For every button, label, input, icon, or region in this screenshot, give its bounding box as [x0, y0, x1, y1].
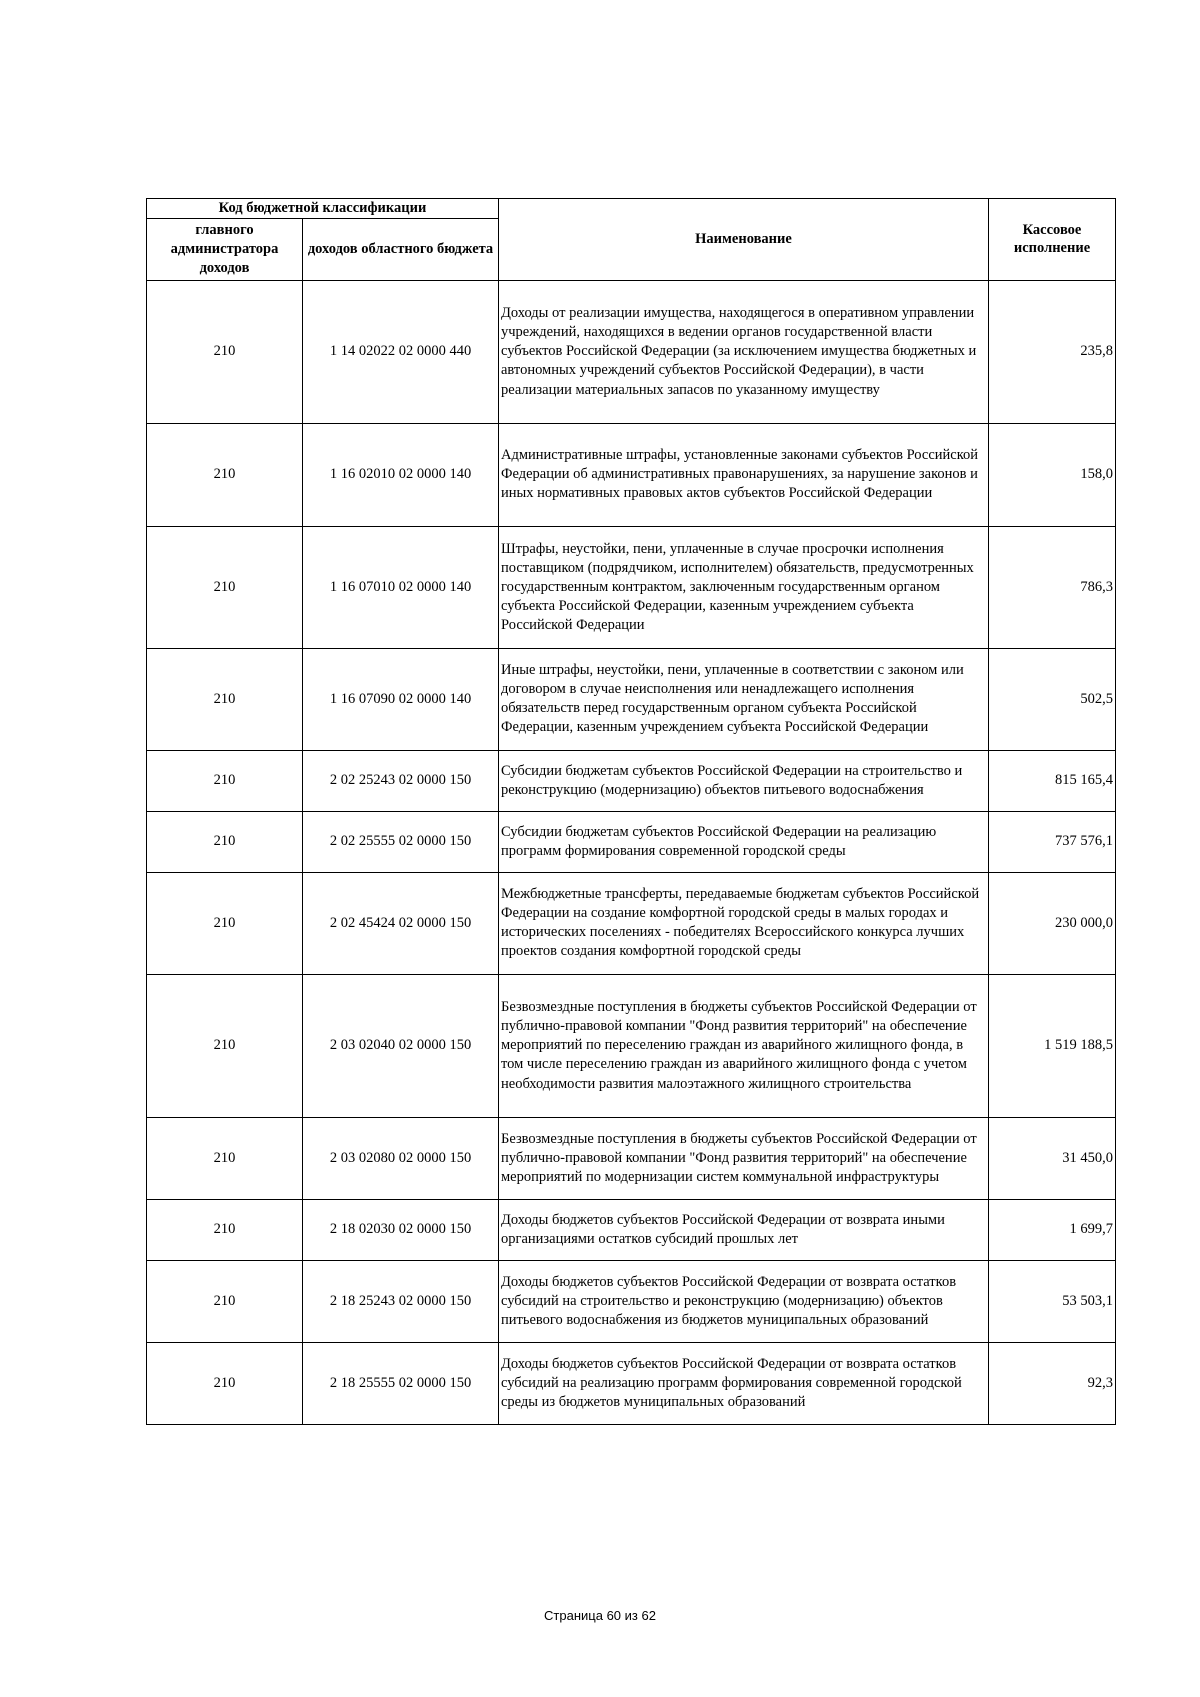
cell-code: 2 18 25243 02 0000 150	[303, 1260, 499, 1342]
table-row	[147, 974, 1116, 1117]
cell-amount: 1 699,7	[989, 1199, 1116, 1260]
cell-admin: 210	[147, 974, 303, 1117]
cell-amount: 737 576,1	[989, 811, 1116, 872]
header-name: Наименование	[499, 199, 989, 281]
cell-admin: 210	[147, 811, 303, 872]
table-header	[147, 199, 1116, 281]
cell-amount: 815 165,4	[989, 750, 1116, 811]
cell-name: Доходы бюджетов субъектов Российской Федерации от возврата остатков субсидий на реализацию программ формирования современной городской среды из бюджетов муниципальных образований	[499, 1342, 989, 1424]
header-amount: Кассовое исполнение	[989, 199, 1116, 281]
cell-code: 2 02 25555 02 0000 150	[303, 811, 499, 872]
cell-admin: 210	[147, 1342, 303, 1424]
cell-admin: 210	[147, 423, 303, 526]
table-row	[147, 526, 1116, 648]
cell-amount: 786,3	[989, 526, 1116, 648]
page-number: Страница 60 из 62	[544, 1608, 656, 1623]
cell-name: Административные штрафы, установленные законами субъектов Российской Федерации об административных правонарушениях, за нарушение законов и иных нормативных правовых актов субъектов Российской Федерации	[499, 423, 989, 526]
cell-code: 2 03 02040 02 0000 150	[303, 974, 499, 1117]
cell-name: Безвозмездные поступления в бюджеты субъектов Российской Федерации от публично-правовой компании "Фонд развития территорий" на обеспечение мероприятий по модернизации систем коммунальной инфраструктуры	[499, 1117, 989, 1199]
cell-admin: 210	[147, 280, 303, 423]
cell-name: Безвозмездные поступления в бюджеты субъектов Российской Федерации от публично-правовой компании "Фонд развития территорий" на обеспечение мероприятий по переселению граждан из аварийного жилищного фонда, в том числе переселению граждан из аварийного жилищного фонда с учетом необходимости развития малоэтажного жилищного строительства	[499, 974, 989, 1117]
cell-name: Доходы бюджетов субъектов Российской Федерации от возврата иными организациями остатков субсидий прошлых лет	[499, 1199, 989, 1260]
cell-admin: 210	[147, 1117, 303, 1199]
table-row	[147, 750, 1116, 811]
table-row	[147, 811, 1116, 872]
cell-amount: 53 503,1	[989, 1260, 1116, 1342]
cell-name: Доходы от реализации имущества, находящегося в оперативном управлении учреждений, находящихся в ведении органов государственной власти субъектов Российской Федерации (за исключением имущества бюджетных и автономных учреждений субъектов Российской Федерации), в части реализации материальных запасов по указанному имуществу	[499, 280, 989, 423]
cell-code: 2 18 02030 02 0000 150	[303, 1199, 499, 1260]
cell-name: Межбюджетные трансферты, передаваемые бюджетам субъектов Российской Федерации на создание комфортной городской среды в малых городах и исторических поселениях - победителях Всероссийского конкурса лучших проектов создания комфортной городской среды	[499, 872, 989, 974]
table-row	[147, 1199, 1116, 1260]
table-row	[147, 648, 1116, 750]
cell-amount: 158,0	[989, 423, 1116, 526]
cell-admin: 210	[147, 872, 303, 974]
cell-amount: 31 450,0	[989, 1117, 1116, 1199]
cell-name: Штрафы, неустойки, пени, уплаченные в случае просрочки исполнения поставщиком (подрядчиком, исполнителем) обязательств, предусмотренных государственным контрактом, заключенным государственным органом субъекта Российской Федерации, казенным учреждением субъекта Российской Федерации	[499, 526, 989, 648]
cell-name: Доходы бюджетов субъектов Российской Федерации от возврата остатков субсидий на строительство и реконструкцию (модернизацию) объектов питьевого водоснабжения из бюджетов муниципальных образований	[499, 1260, 989, 1342]
cell-code: 2 02 45424 02 0000 150	[303, 872, 499, 974]
cell-code: 1 14 02022 02 0000 440	[303, 280, 499, 423]
cell-amount: 230 000,0	[989, 872, 1116, 974]
header-code: доходов областного бюджета	[303, 218, 499, 280]
cell-code: 1 16 02010 02 0000 140	[303, 423, 499, 526]
cell-admin: 210	[147, 1199, 303, 1260]
table-row	[147, 1260, 1116, 1342]
cell-code: 1 16 07090 02 0000 140	[303, 648, 499, 750]
cell-amount: 502,5	[989, 648, 1116, 750]
table-row	[147, 1342, 1116, 1424]
cell-amount: 1 519 188,5	[989, 974, 1116, 1117]
cell-admin: 210	[147, 526, 303, 648]
cell-name: Субсидии бюджетам субъектов Российской Федерации на реализацию программ формирования современной городской среды	[499, 811, 989, 872]
cell-name: Субсидии бюджетам субъектов Российской Федерации на строительство и реконструкцию (модернизацию) объектов питьевого водоснабжения	[499, 750, 989, 811]
cell-amount: 92,3	[989, 1342, 1116, 1424]
cell-admin: 210	[147, 1260, 303, 1342]
table-row	[147, 872, 1116, 974]
cell-code: 2 02 25243 02 0000 150	[303, 750, 499, 811]
header-budget-code-group: Код бюджетной классификации	[147, 199, 499, 219]
cell-code: 2 03 02080 02 0000 150	[303, 1117, 499, 1199]
cell-admin: 210	[147, 750, 303, 811]
cell-amount: 235,8	[989, 280, 1116, 423]
table-row	[147, 423, 1116, 526]
cell-code: 1 16 07010 02 0000 140	[303, 526, 499, 648]
cell-name: Иные штрафы, неустойки, пени, уплаченные в соответствии с законом или договором в случае неисполнения или ненадлежащего исполнения обязательств перед государственным органом субъекта Российской Федерации, казенным учреждением субъекта Российской Федерации	[499, 648, 989, 750]
table-body	[147, 280, 1116, 1424]
cell-admin: 210	[147, 648, 303, 750]
header-admin: главного администратора доходов	[147, 218, 303, 280]
cell-code: 2 18 25555 02 0000 150	[303, 1342, 499, 1424]
table-row	[147, 1117, 1116, 1199]
budget-table	[146, 198, 1116, 1425]
table-row	[147, 280, 1116, 423]
